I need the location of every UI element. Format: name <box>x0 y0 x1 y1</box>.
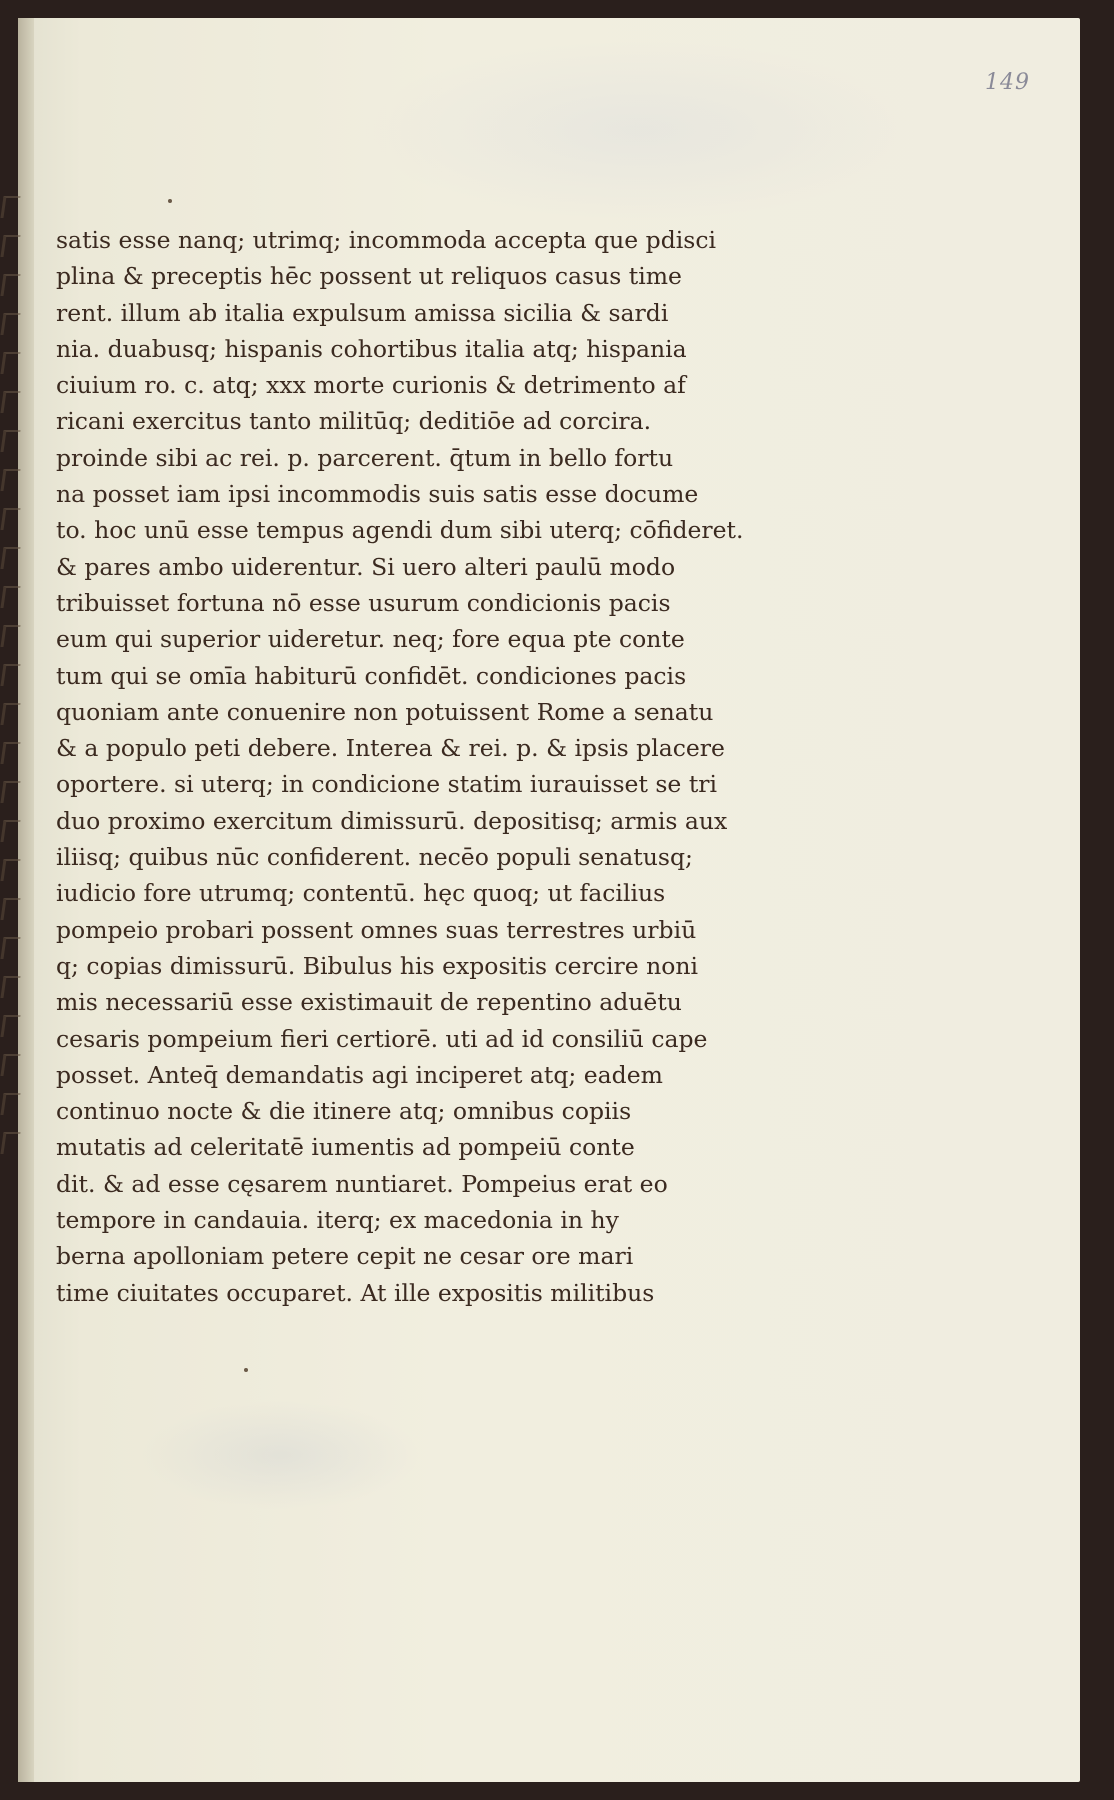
page-stain <box>360 40 920 220</box>
text-line: pompeio probari possent omnes suas terrestres urbiū <box>56 915 697 944</box>
text-line: plina & preceptis hēc possent ut reliquos casus time <box>56 262 682 291</box>
text-line: posset. Anteq̄ demandatis agi inciperet atq; eadem <box>56 1060 663 1089</box>
text-line: q; copias dimissurū. Bibulus his expositis cercire noni <box>56 951 699 980</box>
text-line: cesaris pompeium fieri certiorē. uti ad id consiliū cape <box>56 1024 708 1053</box>
text-line: proinde sibi ac rei. p. parcerent. q̄tum in bello fortu <box>56 443 674 472</box>
text-line: tempore in candauia. iterq; ex macedonia in hy <box>56 1206 619 1235</box>
text-line: iudicio fore utrumq; contentū. hęc quoq; ut facilius <box>56 879 666 908</box>
text-line: time ciuitates occuparet. At ille expositis militibus <box>56 1278 655 1307</box>
text-line: duo proximo exercitum dimissurū. depositisq; armis aux <box>56 806 728 835</box>
text-line: ciuium ro. c. atq; xxx morte curionis & detrimento af <box>56 371 686 400</box>
ink-dot <box>168 199 172 203</box>
text-line: & a populo peti debere. Interea & rei. p. & ipsis placere <box>56 734 725 763</box>
text-line: rent. illum ab italia expulsum amissa sicilia & sardi <box>56 298 669 327</box>
text-line: na posset iam ipsi incommodis suis satis esse docume <box>56 480 699 509</box>
text-line: tribuisset fortuna nō esse usurum condicionis pacis <box>56 588 671 617</box>
text-line: ricani exercitus tanto militūq; deditiōe ad corcira. <box>56 407 652 436</box>
facing-page-edge <box>2 196 32 1171</box>
text-line: & pares ambo uiderentur. Si uero alteri paulū modo <box>56 552 676 581</box>
text-line: mutatis ad celeritatē iumentis ad pompeiū conte <box>56 1133 635 1162</box>
ink-dot <box>244 1368 248 1372</box>
text-line: eum qui superior uideretur. neq; fore equa pte conte <box>56 625 685 654</box>
text-line: satis esse nanq; utrimq; incommoda accepta que pdisci <box>56 226 717 254</box>
text-line: mis necessariū esse existimauit de repentino aduētu <box>56 988 682 1017</box>
manuscript-text <box>56 222 796 1311</box>
text-line: berna apolloniam petere cepit ne cesar ore mari <box>56 1242 634 1271</box>
folio-number: 149 <box>985 70 1030 95</box>
text-line: dit. & ad esse cęsarem nuntiaret. Pompeius erat eo <box>56 1169 668 1198</box>
text-line: to. hoc unū esse tempus agendi dum sibi uterq; cōfideret. <box>56 516 744 545</box>
text-line: iliisq; quibus nūc confiderent. necēo populi senatusq; <box>56 843 693 872</box>
text-line: tum qui se omīa habiturū confidēt. condiciones pacis <box>56 661 687 690</box>
text-line: nia. duabusq; hispanis cohortibus italia atq; hispania <box>56 334 687 363</box>
faint-show-through <box>140 1400 420 1510</box>
text-line: quoniam ante conuenire non potuissent Rome a senatu <box>56 697 714 726</box>
text-line: continuo nocte & die itinere atq; omnibus copiis <box>56 1097 632 1126</box>
text-line: oportere. si uterq; in condicione statim iurauisset se tri <box>56 770 718 799</box>
